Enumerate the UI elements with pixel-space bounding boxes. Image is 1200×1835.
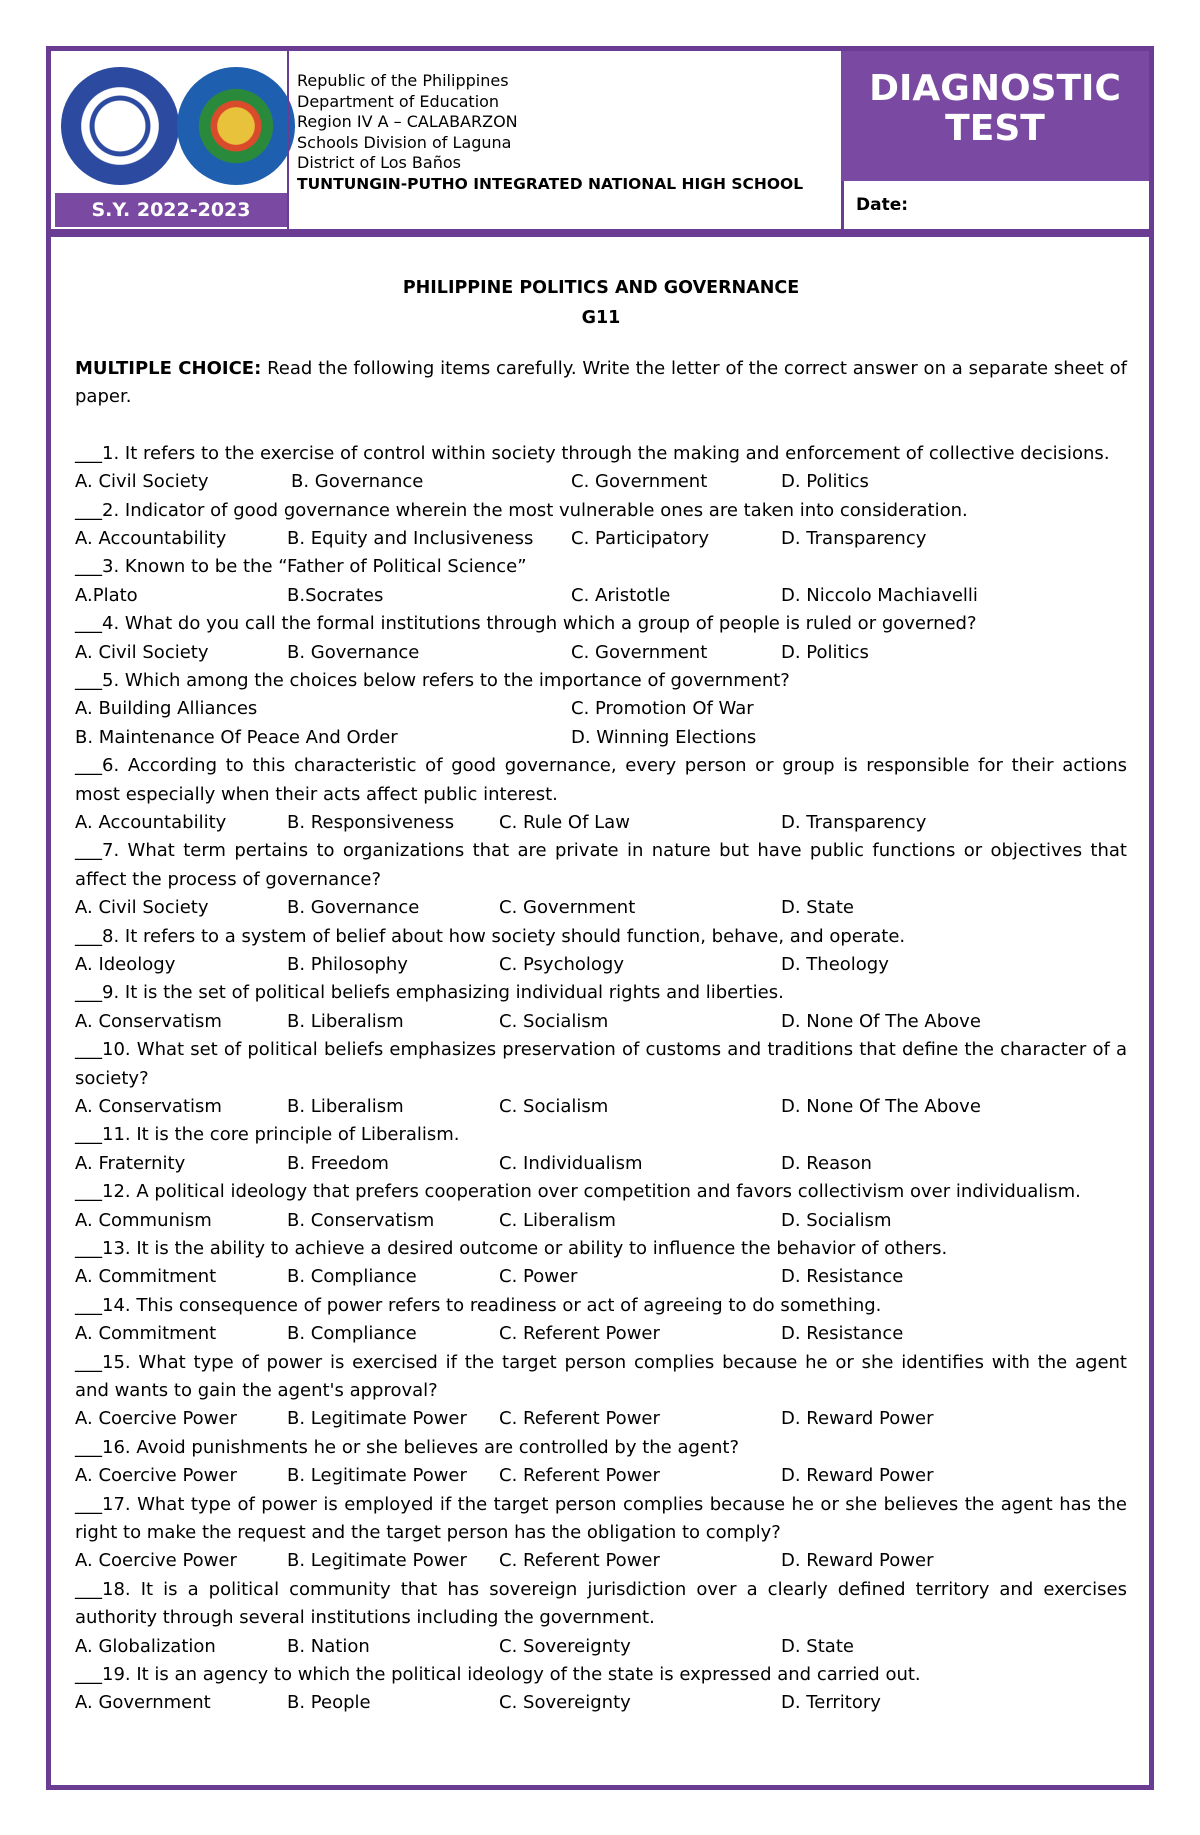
option-b: B. Freedom — [287, 1152, 389, 1174]
date-field — [841, 181, 1149, 229]
option-row — [75, 1689, 1127, 1717]
school-year: S.Y. 2022-2023 — [55, 193, 287, 227]
option-d: D. Transparency — [781, 812, 927, 833]
option-d: D. Territory — [781, 1692, 881, 1714]
option-a: A. Civil Society — [75, 471, 209, 493]
question-text: ___18. It is a political community that has sovereign jurisdiction over a clearly defined territory and exercises authority through several institutions including the government. — [75, 1578, 1127, 1629]
option-a: A. Commitment — [75, 1266, 217, 1288]
title-line: TEST — [945, 108, 1045, 149]
option-d: D. Reward Power — [781, 1465, 934, 1487]
school-name: TUNTUNGIN-PUTHO INTEGRATED NATIONAL HIGH SCHOOL — [297, 174, 804, 193]
option-c: C. Referent Power — [499, 1323, 660, 1345]
option-d: D. Winning Elections — [571, 726, 757, 748]
option-b: B. Responsiveness — [287, 812, 455, 833]
option-b: B. Compliance — [287, 1323, 417, 1345]
option-a: A. Coercive Power — [75, 1550, 237, 1572]
instructions — [75, 355, 1127, 412]
option-c: C. Individualism — [499, 1152, 643, 1174]
option-b: B. Legitimate Power — [287, 1408, 467, 1430]
option-b: B. Governance — [291, 471, 424, 493]
option-row — [75, 695, 1127, 723]
option-a: A. Communism — [75, 1209, 212, 1231]
option-b: B. People — [287, 1692, 371, 1714]
deped-seal-icon — [61, 67, 179, 185]
option-a: A. Fraternity — [75, 1152, 186, 1174]
option-b: B. Governance — [287, 897, 420, 919]
option-d: D. Transparency — [781, 528, 927, 550]
question-text: ___12. A political ideology that prefers cooperation over competition and favors collectivism over individualism. — [75, 1181, 1081, 1203]
option-d: D. Niccolo Machiavelli — [781, 584, 978, 606]
option-a: A. Coercive Power — [75, 1465, 237, 1487]
school-info — [297, 71, 837, 194]
option-a: A. Conservatism — [75, 1096, 222, 1117]
option-row — [75, 525, 1127, 553]
option-a: A. Government — [75, 1692, 211, 1714]
option-b: B. Philosophy — [287, 954, 408, 975]
question-text: ___13. It is the ability to achieve a desired outcome or ability to influence the behavior of others. — [75, 1237, 948, 1259]
option-row — [75, 894, 1127, 922]
option-row — [75, 1547, 1127, 1575]
header — [51, 51, 1149, 221]
header-divider — [287, 51, 289, 229]
option-row — [75, 1207, 1127, 1235]
option-d: D. Resistance — [781, 1323, 904, 1345]
subject-title: PHILIPPINE POLITICS AND GOVERNANCE — [402, 278, 800, 298]
option-d: D. Socialism — [781, 1209, 892, 1231]
option-b: B. Maintenance Of Peace And Order — [75, 726, 398, 748]
instructions-text: Read the following items carefully. Write the letter of the correct answer on a separate sheet of paper. — [75, 358, 1128, 408]
option-row — [75, 639, 1127, 667]
test-title — [841, 51, 1149, 181]
option-row — [75, 1462, 1127, 1490]
grade-level: G11 — [581, 308, 621, 328]
option-c: C. Liberalism — [499, 1209, 616, 1231]
option-a: A. Civil Society — [75, 641, 209, 663]
option-c: C. Promotion Of War — [571, 698, 754, 720]
option-d: D. Theology — [781, 954, 889, 975]
option-c: C. Rule Of Law — [499, 812, 630, 833]
option-a: A. Coercive Power — [75, 1408, 237, 1430]
option-a: A. Conservatism — [75, 1010, 222, 1032]
option-d: D. None Of The Above — [781, 1096, 981, 1117]
option-row — [75, 1150, 1127, 1178]
option-c: C. Participatory — [571, 528, 710, 550]
header-rule — [51, 229, 1149, 237]
option-b: B. Conservatism — [287, 1209, 435, 1231]
info-line: Schools Division of Laguna — [297, 132, 512, 152]
question-text: ___9. It is the set of political beliefs emphasizing individual rights and liberties. — [75, 982, 784, 1004]
option-b: B. Liberalism — [287, 1096, 404, 1117]
option-d: D. Resistance — [781, 1266, 904, 1288]
option-c: C. Sovereignty — [499, 1692, 631, 1714]
question-text: ___8. It refers to a system of belief about how society should function, behave, and operate. — [75, 925, 906, 947]
option-c: C. Psychology — [499, 954, 624, 975]
option-row — [75, 809, 1127, 837]
question-list — [75, 440, 1127, 1718]
option-c: C. Government — [571, 471, 708, 493]
option-d: D. State — [781, 1635, 854, 1657]
option-d: D. Politics — [781, 471, 869, 493]
option-row — [75, 1263, 1127, 1291]
option-a: A. Civil Society — [75, 897, 209, 919]
question-text: ___14. This consequence of power refers to readiness or act of agreeing to do something. — [75, 1294, 882, 1316]
option-c: C. Referent Power — [499, 1465, 660, 1487]
option-b: B. Legitimate Power — [287, 1550, 467, 1572]
question-text: ___5. Which among the choices below refers to the importance of government? — [75, 670, 790, 691]
option-row — [75, 1633, 1127, 1661]
info-line: Republic of the Philippines — [297, 71, 509, 90]
option-b: B. Compliance — [287, 1266, 417, 1288]
question-text: ___11. It is the core principle of Liberalism. — [75, 1124, 460, 1146]
option-b: B. Liberalism — [287, 1010, 404, 1032]
info-line: District of Los Baños — [297, 153, 461, 173]
question-text: ___17. What type of power is employed if the target person complies because he or she believes the agent has the right to make the request and the target person has the obligation to comply? — [75, 1493, 1127, 1543]
option-c: C. Power — [499, 1266, 578, 1288]
date-label: Date: — [856, 195, 909, 215]
option-d: D. None Of The Above — [781, 1010, 981, 1032]
logos — [55, 55, 287, 193]
option-c: C. Government — [499, 897, 636, 919]
option-row — [75, 1093, 1127, 1121]
school-seal-icon — [177, 67, 295, 185]
question-text: ___2. Indicator of good governance wherein the most vulnerable ones are taken into consideration. — [75, 499, 968, 521]
option-c: C. Sovereignty — [499, 1635, 631, 1657]
question-text: ___1. It refers to the exercise of control within society through the making and enforcement of collective decisions. — [75, 442, 1110, 464]
option-b: B. Governance — [287, 641, 420, 663]
option-a: A. Globalization — [75, 1635, 216, 1657]
option-d: D. Politics — [781, 641, 869, 663]
option-c: C. Referent Power — [499, 1408, 660, 1430]
option-c: C. Aristotle — [571, 584, 671, 606]
instructions-label: MULTIPLE CHOICE: — [75, 358, 262, 379]
question-text: ___7. What term pertains to organizations that are private in nature but have public functions or objectives that affect the process of governance? — [75, 840, 1127, 890]
option-b: B. Equity and Inclusiveness — [287, 528, 534, 550]
option-row — [75, 724, 1127, 752]
option-row — [75, 468, 1127, 496]
question-text: ___15. What type of power is exercised if the target person complies because he or she identifies with the agent and wants to gain the agent's approval? — [75, 1351, 1127, 1401]
test-content — [75, 273, 1127, 1718]
question-text: ___19. It is an agency to which the political ideology of the state is expressed and carried out. — [75, 1663, 921, 1685]
option-row — [75, 1405, 1127, 1433]
title-line: DIAGNOSTIC — [869, 68, 1121, 109]
info-line: Region IV A – CALABARZON — [297, 112, 518, 132]
option-b: B. Legitimate Power — [287, 1465, 467, 1487]
option-row — [75, 1320, 1127, 1348]
option-a: A. Commitment — [75, 1323, 217, 1345]
option-d: D. State — [781, 897, 854, 919]
option-a: A. Accountability — [75, 528, 227, 550]
option-a: A. Ideology — [75, 954, 176, 975]
option-row — [75, 1008, 1127, 1036]
question-text: ___6. According to this characteristic of good governance, every person or group is responsible for their actions most especially when their acts affect public interest. — [75, 755, 1127, 805]
option-row — [75, 582, 1127, 610]
option-c: C. Socialism — [499, 1096, 609, 1117]
page-frame — [46, 46, 1154, 1790]
option-a: A. Accountability — [75, 812, 227, 833]
option-b: B.Socrates — [287, 584, 384, 606]
option-d: D. Reason — [781, 1152, 872, 1174]
option-row — [75, 951, 1127, 979]
option-d: D. Reward Power — [781, 1408, 934, 1430]
option-c: C. Socialism — [499, 1010, 609, 1032]
question-text: ___4. What do you call the formal institutions through which a group of people is ruled or governed? — [75, 613, 977, 635]
question-text: ___3. Known to be the “Father of Political Science” — [75, 556, 527, 578]
question-text: ___16. Avoid punishments he or she believes are controlled by the agent? — [75, 1436, 740, 1458]
info-line: Department of Education — [297, 91, 500, 111]
option-a: A. Building Alliances — [75, 698, 258, 720]
option-c: C. Referent Power — [499, 1550, 660, 1572]
option-d: D. Reward Power — [781, 1550, 934, 1572]
option-c: C. Government — [571, 641, 708, 663]
question-text: ___10. What set of political beliefs emphasizes preservation of customs and traditions that define the character of a society? — [75, 1039, 1127, 1089]
option-a: A.Plato — [75, 584, 138, 606]
option-b: B. Nation — [287, 1635, 370, 1657]
